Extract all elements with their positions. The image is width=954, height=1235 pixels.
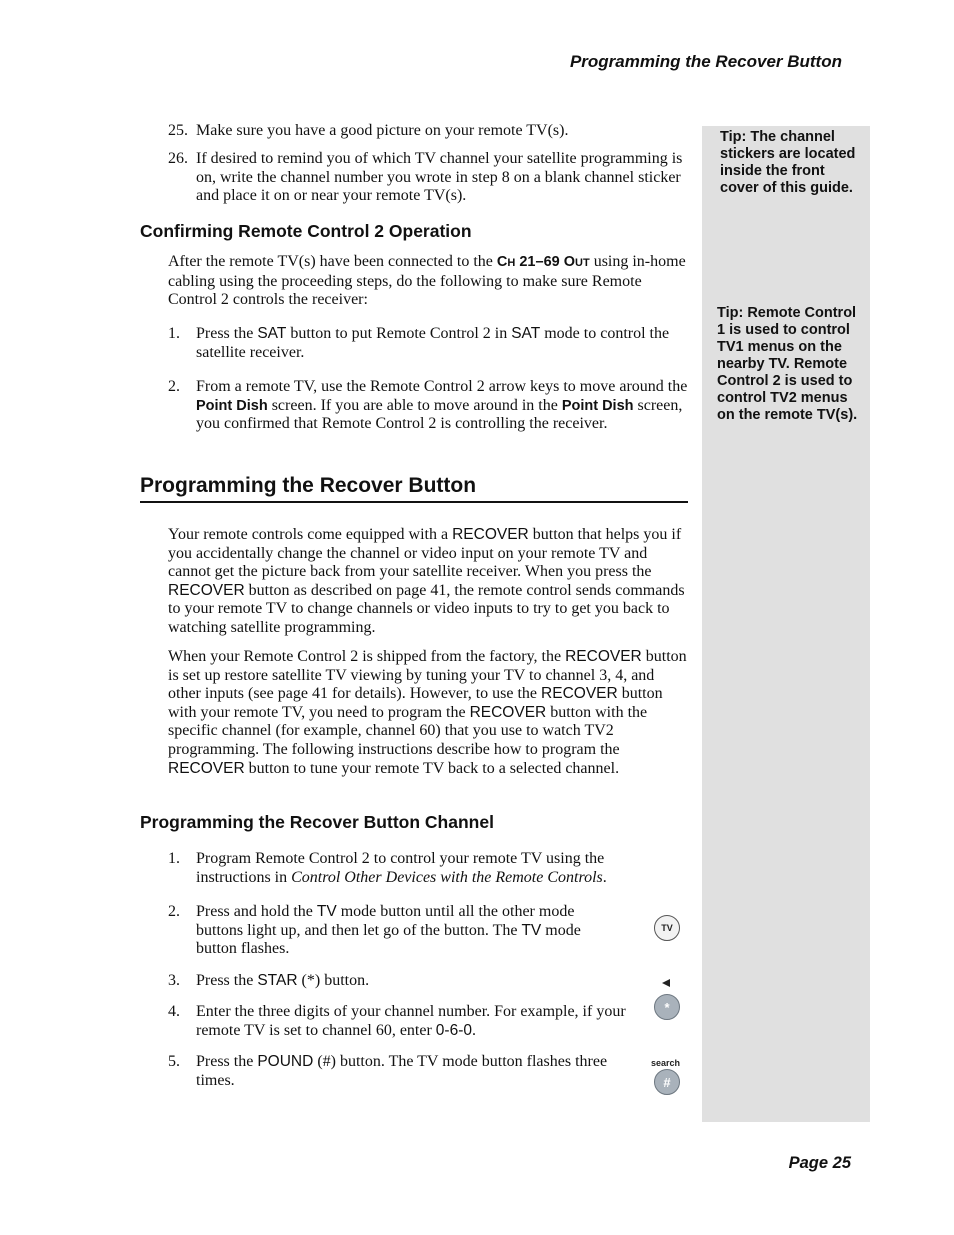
page-number: Page 25 [788, 1154, 851, 1172]
step-text: Press the SAT button to put Remote Control 2 in SAT mode to control the satellite receiver. [196, 325, 670, 361]
step-text: Press and hold the TV mode button until all the other mode buttons light up, and then let go of the button. The TV mode button flashes. [196, 903, 581, 958]
tv-button-icon: TV [654, 915, 680, 941]
pound-button-icon: # [654, 1069, 680, 1095]
step-text: Program Remote Control 2 to control your remote TV using the instructions in Control Other Devices with the Remote Controls. [196, 850, 607, 886]
list-number: 26. [168, 150, 188, 167]
step-text: Enter the three digits of your channel number. For example, if your remote TV is set to channel 60, enter 0-6-0. [196, 1003, 626, 1039]
list-number: 25. [168, 122, 188, 139]
heading-confirming-remote: Confirming Remote Control 2 Operation [140, 221, 472, 241]
left-arrow-icon [662, 979, 670, 987]
main-content: 25. Make sure you have a good picture on your remote TV(s). 26. If desired to remind you of which TV channel your satellite programming is on, write the channel number you wrote in step 8 on a blank channel sticker and place it on or near your remote TV(s). Confirming Remote Control 2 Operation After the remote TV(s) have been connected to the CH 21–69 OUT using in-home cabling using the proceeding steps, do the following to make sure Remote Control 2 controls the receiver: 1. Press the SAT button to put Remote Control 2 in SAT mode to control the satellite receiver. 2. From a remote TV, use the Remote Control 2 arrow keys to move around the Point Dish screen. If you are able to move around in the Point Dish screen, you confirmed that Remote Control 2 is controlling the receiver. Programming the Recover Button Your remote controls come equipped with a RECOVER button that helps you if you accidentally change the channel or video input on your remote TV and cannot get the picture back from your satellite receiver. When you press the RECOVER button as described on page 41, the remote control sends commands to your remote TV to change channels or video inputs to try to get you back to watching satellite programming. When your Remote Control 2 is shipped from the factory, the RECOVER button is set up restore satellite TV viewing by tuning your TV to channel 3, 4, and other inputs (see page 41 for details). However, to use the RECOVER button with your remote TV, you need to program the RECOVER button with the specific channel (for example, channel 60) that you use to watch TV2 programming. The following instructions describe how to program the RECOVER button to tune your remote TV back to a selected channel. Programming the Recover Button Channel 1. Program Remote Control 2 to control your remote TV using the instructions in Control Other Devices with the Remote Controls. 2. Press and hold the TV mode button until all the other mode buttons light up, and then let go of the button. The TV mode button flashes. 3. Press the STAR (*) button. 4. Enter the three digits of your channel number. For example, if your remote TV is set to channel 60, enter 0-6-0. 5. Press the POUND (#) button. The TV mode button flashes three times. TV * search # [0, 0, 700, 1235]
step-text: Press the STAR (*) button. [196, 972, 370, 989]
step-text: From a remote TV, use the Remote Control 2 arrow keys to move around the Point Dish screen. If you are able to move around in the Point Dish screen, you confirmed that Remote Control 2 is controlling the receiver. [196, 378, 688, 433]
recover-para-2: When your Remote Control 2 is shipped from the factory, the RECOVER button is set up restore satellite TV viewing by tuning your TV to channel 3, 4, and other inputs (see page 41 for details). However, to use the RECOVER button with your remote TV, you need to program the RECOVER button with the specific channel (for example, channel 60) that you use to watch TV2 programming. The following instructions describe how to program the RECOVER button to tune your remote TV back to a selected channel. [168, 648, 687, 777]
search-label: search [651, 1058, 681, 1068]
list-text: Make sure you have a good picture on your remote TV(s). [196, 122, 569, 139]
recover-para-1: Your remote controls come equipped with a RECOVER button that helps you if you accidentally change the channel or video input on your remote TV and cannot get the picture back from your satellite receiver. When you press the RECOVER button as described on page 41, the remote control sends commands to your remote TV to change channels or video inputs to try to get you back to watching satellite programming. [168, 526, 685, 636]
running-head: Programming the Recover Button [569, 52, 842, 71]
star-button-icon: * [654, 994, 680, 1020]
tip-channel-stickers: Tip: The channel stickers are located inside the front cover of this guide. [720, 129, 856, 196]
tip-remote-controls: Tip: Remote Control 1 is used to control TV1 menus on the nearby TV. Remote Control 2 is used to control TV2 menus on the remote TV(s). [717, 305, 858, 423]
list-text: If desired to remind you of which TV channel your satellite programming is on, write the channel number you wrote in step 8 on a blank channel sticker and place it on or near your remote TV(s). [196, 150, 683, 205]
sidebar-panel [702, 126, 870, 1122]
heading-recover-channel: Programming the Recover Button Channel [140, 812, 494, 832]
heading-programming-recover: Programming the Recover Button [140, 474, 688, 503]
step-text: Press the POUND (#) button. The TV mode button flashes three times. [196, 1053, 608, 1089]
confirm-intro: After the remote TV(s) have been connected to the CH 21–69 OUT using in-home cabling using the proceeding steps, do the following to make sure Remote Control 2 controls the receiver: [168, 253, 686, 309]
